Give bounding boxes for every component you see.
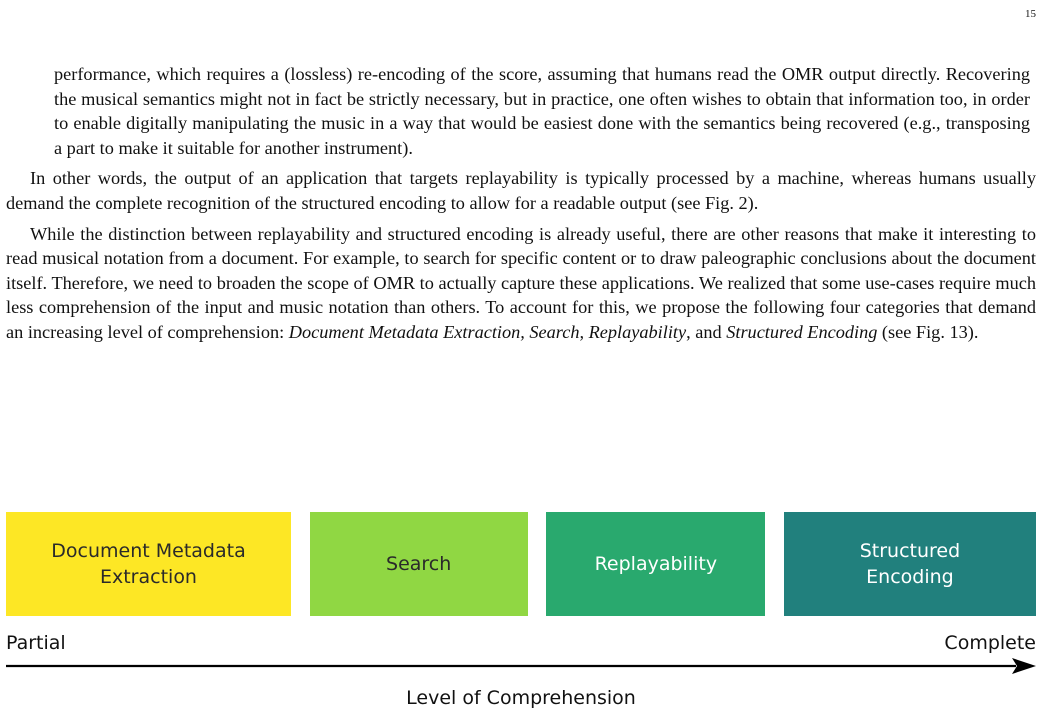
italic-category-list: Document Metadata Extraction, Search, Replayability <box>288 321 687 342</box>
category-box-replayability <box>546 512 765 616</box>
category-label: Replayability <box>594 553 718 575</box>
paragraph-categories-text: While the distinction between replayability and structured encoding is already useful, there are other reasons that make it interesting to read musical notation from a document. For example, to search for specific content or to draw paleographic conclusions about the document itself. Therefore, we need to broaden the scope of OMR to actually capture these applications. We realized that some use-cases require much less comprehension of the input and music notation than others. To account for this, we propose the following four categories that demand an increasing level of comprehension: <box>6 223 1036 342</box>
comprehension-figure <box>6 512 1036 712</box>
paragraph-continued-quote: performance, which requires a (lossless) re-encoding of the score, assuming that humans read the OMR output directly. Recovering the musical semantics might not in fact be strictly necessary, but in practice, one often wishes to obtain that information too, in order to enable digitally manipulating the music in a way that would be easiest done with the semantics being recovered (e.g., transposing a part to make it suitable for another instrument). <box>54 64 1030 158</box>
category-box-search <box>310 512 528 616</box>
page-number: 15 <box>1025 8 1036 20</box>
paragraph-conjunction: , and <box>686 321 727 342</box>
category-box-structured-encoding <box>784 512 1036 616</box>
comprehension-axis-arrow <box>6 656 1036 676</box>
axis-title: Level of Comprehension <box>406 687 636 709</box>
axis-end-label: Complete <box>944 632 1036 654</box>
category-label: Structured Encoding <box>859 540 961 588</box>
axis-start-label: Partial <box>6 632 66 654</box>
category-boxes <box>6 512 1036 616</box>
body-text <box>6 62 1036 351</box>
paragraph-ending: (see Fig. 13). <box>877 321 979 342</box>
italic-structured-encoding: Structured Encoding <box>726 321 878 342</box>
paragraph-categories <box>6 222 1036 345</box>
category-label: Search <box>386 553 452 575</box>
category-label: Document Metadata Extraction <box>51 540 246 588</box>
axis-endpoint-labels <box>6 632 1036 654</box>
paragraph-replayability: In other words, the output of an application that targets replayability is typically processed by a machine, whereas humans usually demand the complete recognition of the structured encoding to allow for a readable output (see Fig. 2). <box>6 168 1036 213</box>
category-box-document-metadata-extraction <box>6 512 291 616</box>
